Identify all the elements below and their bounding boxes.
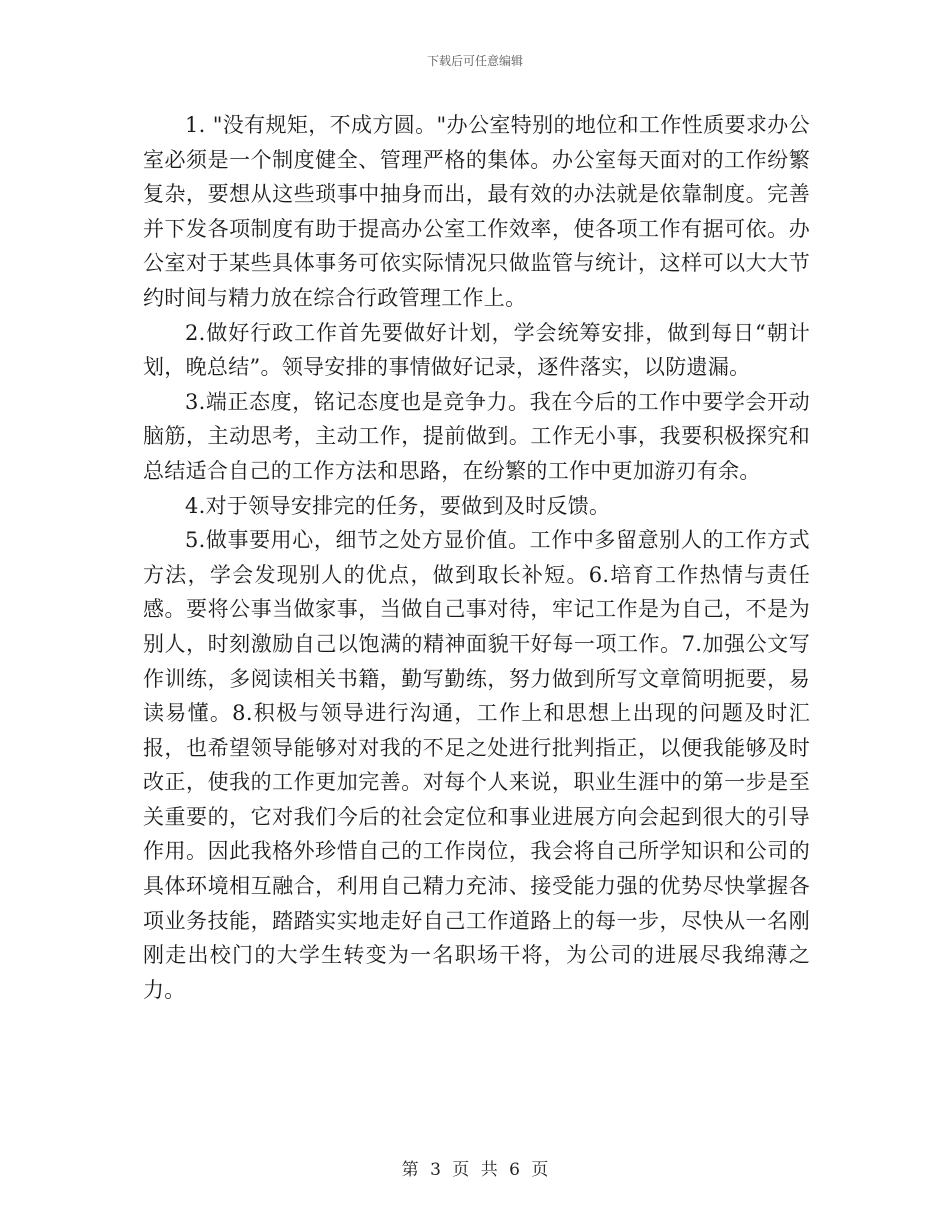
paragraph-4: 4.对于领导安排完的任务，要做到及时反馈。	[185, 493, 611, 518]
page-header: 下载后可任意编辑	[426, 54, 523, 68]
page-footer: 第 3 页 共 6 页	[401, 1160, 549, 1180]
paragraph-1: 1. "没有规矩，不成方圆。"办公室特别的地位和工作性质要求办公室必须是一个制度健全、管理严格的集体。办公室每天面对的工作纷繁复杂，要想从这些琐事中抽身而出，最有效的办法就是依靠制度。完善并下发各项制度有助于提高办公室工作效率，使各项工作有据可依。办公室对于某些具体事务可依实际情况只做监管与统计，这样可以大大节约时间与精力放在综合行政管理工作上。	[143, 113, 810, 310]
document-body	[143, 108, 810, 1007]
paragraph-2: 2.做好行政工作首先要做好计划，学会统筹安排，做到每日“朝计划，晚总结”。领导安排的事情做好记录，逐件落实，以防遗漏。	[143, 320, 810, 380]
paragraph-3: 3.端正态度，铭记态度也是竞争力。我在今后的工作中要学会开动脑筋，主动思考，主动工作，提前做到。工作无小事，我要积极探究和总结适合自己的工作方法和思路，在纷繁的工作中更加游刃有余。	[143, 389, 810, 483]
paragraph-5: 5.做事要用心，细节之处方显价值。工作中多留意别人的工作方式方法，学会发现别人的优点，做到取长补短。6.培育工作热情与责任感。要将公事当做家事，当做自己事对待，牢记工作是为自己，不是为别人，时刻激励自己以饱满的精神面貌干好每一项工作。7.加强公文写作训练，多阅读相关书籍，勤写勤练，努力做到所写文章简明扼要，易读易懂。8.积极与领导进行沟通，工作上和思想上出现的问题及时汇报，也希望领导能够对对我的不足之处进行批判指正，以便我能够及时改正，使我的工作更加完善。对每个人来说，职业生涯中的第一步是至关重要的，它对我们今后的社会定位和事业进展方向会起到很大的引导作用。因此我格外珍惜自己的工作岗位，我会将自己所学知识和公司的具体环境相互融合，利用自己精力充沛、接受能力强的优势尽快掌握各项业务技能，踏踏实实地走好自己工作道路上的每一步，尽快从一名刚刚走出校门的大学生转变为一名职场干将，为公司的进展尽我绵薄之力。	[143, 528, 810, 1002]
